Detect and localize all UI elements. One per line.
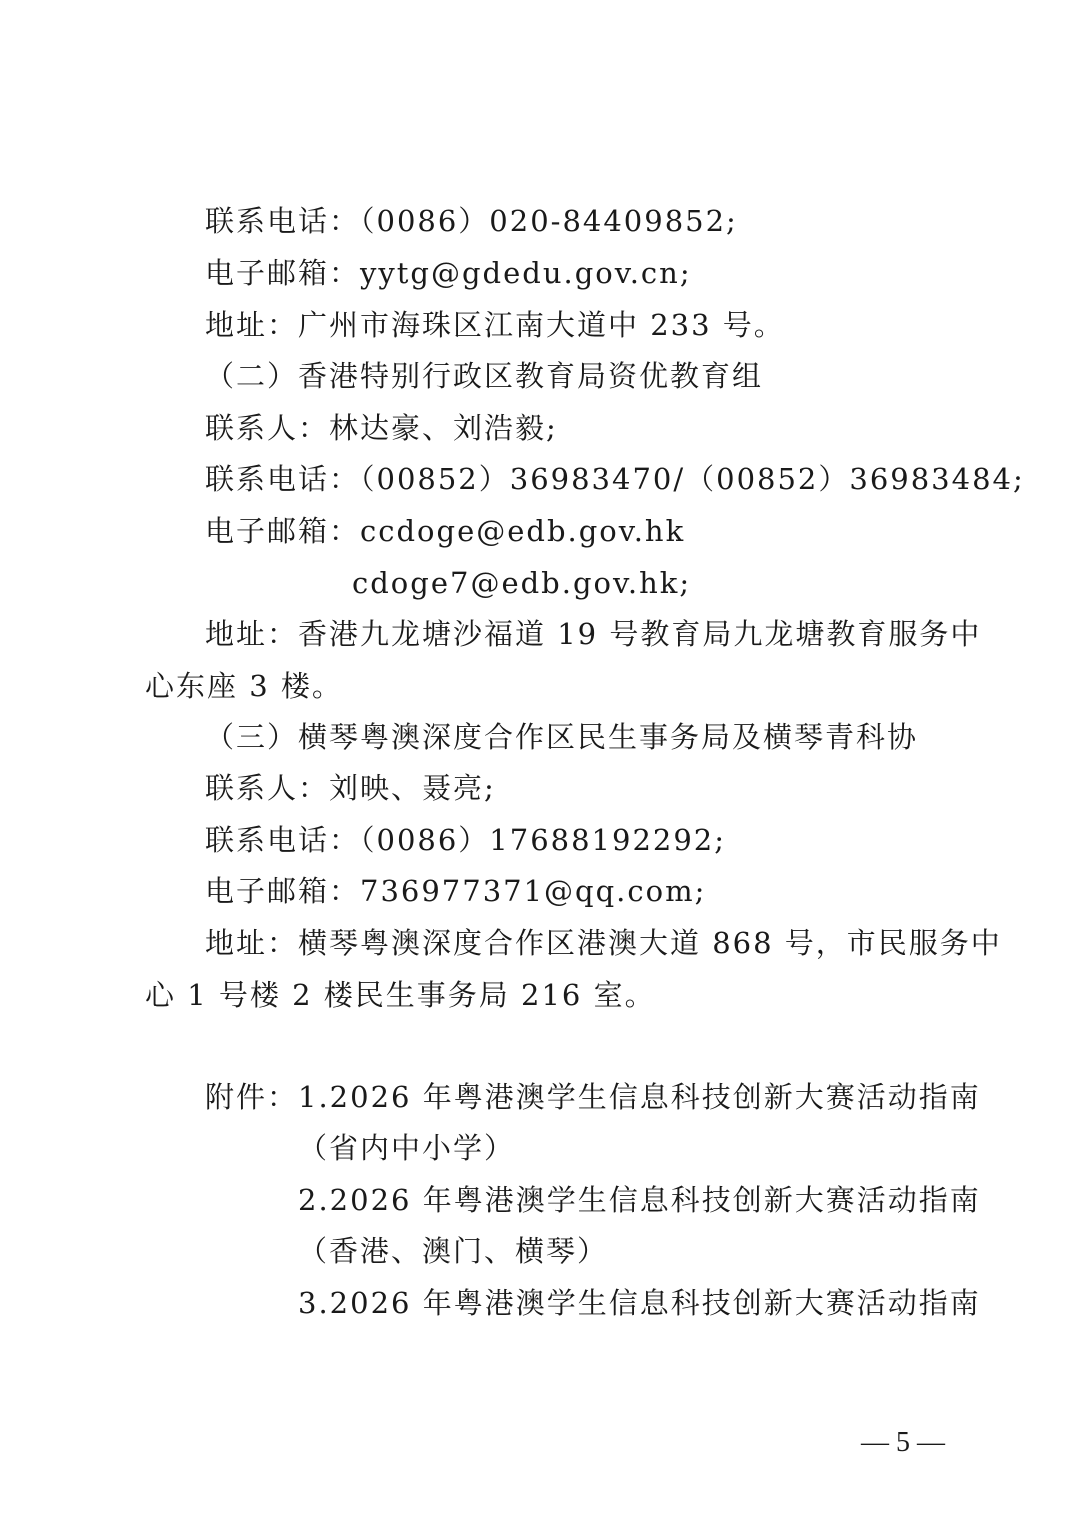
section-heading-hk: （二）香港特别行政区教育局资优教育组 xyxy=(205,359,764,393)
contact-phone-gd: 联系电话：（0086）020-84409852; xyxy=(205,204,738,238)
address-hq: 地址：横琴粤澳深度合作区港澳大道 868 号，市民服务中 xyxy=(205,926,1002,960)
page-number: — 5 — xyxy=(861,1427,945,1458)
contact-phone-hq: 联系电话：（0086）17688192292; xyxy=(205,823,727,857)
attachment-1-cont: （省内中小学） xyxy=(298,1131,516,1165)
contact-person-hq: 联系人：刘映、聂亮; xyxy=(205,771,496,805)
address-hk: 地址：香港九龙塘沙福道 19 号教育局九龙塘教育服务中 xyxy=(205,617,982,651)
section-heading-hq: （三）横琴粤澳深度合作区民生事务局及横琴青科协 xyxy=(205,720,919,754)
contact-email-hq: 电子邮箱：736977371@qq.com; xyxy=(205,874,707,908)
address-gd: 地址：广州市海珠区江南大道中 233 号。 xyxy=(205,308,785,342)
contact-phone-hk: 联系电话：（00852）36983470/（00852）36983484; xyxy=(205,462,1025,496)
attachment-2-cont: （香港、澳门、横琴） xyxy=(298,1234,609,1268)
attachment-3: 3.2026 年粤港澳学生信息科技创新大赛活动指南 xyxy=(298,1286,981,1320)
contact-email-hk-2: cdoge7@edb.gov.hk; xyxy=(352,566,692,600)
contact-person-hk: 联系人：林达豪、刘浩毅; xyxy=(205,411,558,445)
attachment-1: 附件：1.2026 年粤港澳学生信息科技创新大赛活动指南 xyxy=(205,1080,981,1114)
address-hk-cont: 心东座 3 楼。 xyxy=(145,669,343,703)
address-hq-cont: 心 1 号楼 2 楼民生事务局 216 室。 xyxy=(145,978,656,1012)
contact-email-gd: 电子邮箱：yytg@gdedu.gov.cn; xyxy=(205,256,692,290)
contact-email-hk: 电子邮箱：ccdoge@edb.gov.hk xyxy=(205,514,686,548)
attachment-2: 2.2026 年粤港澳学生信息科技创新大赛活动指南 xyxy=(298,1183,981,1217)
